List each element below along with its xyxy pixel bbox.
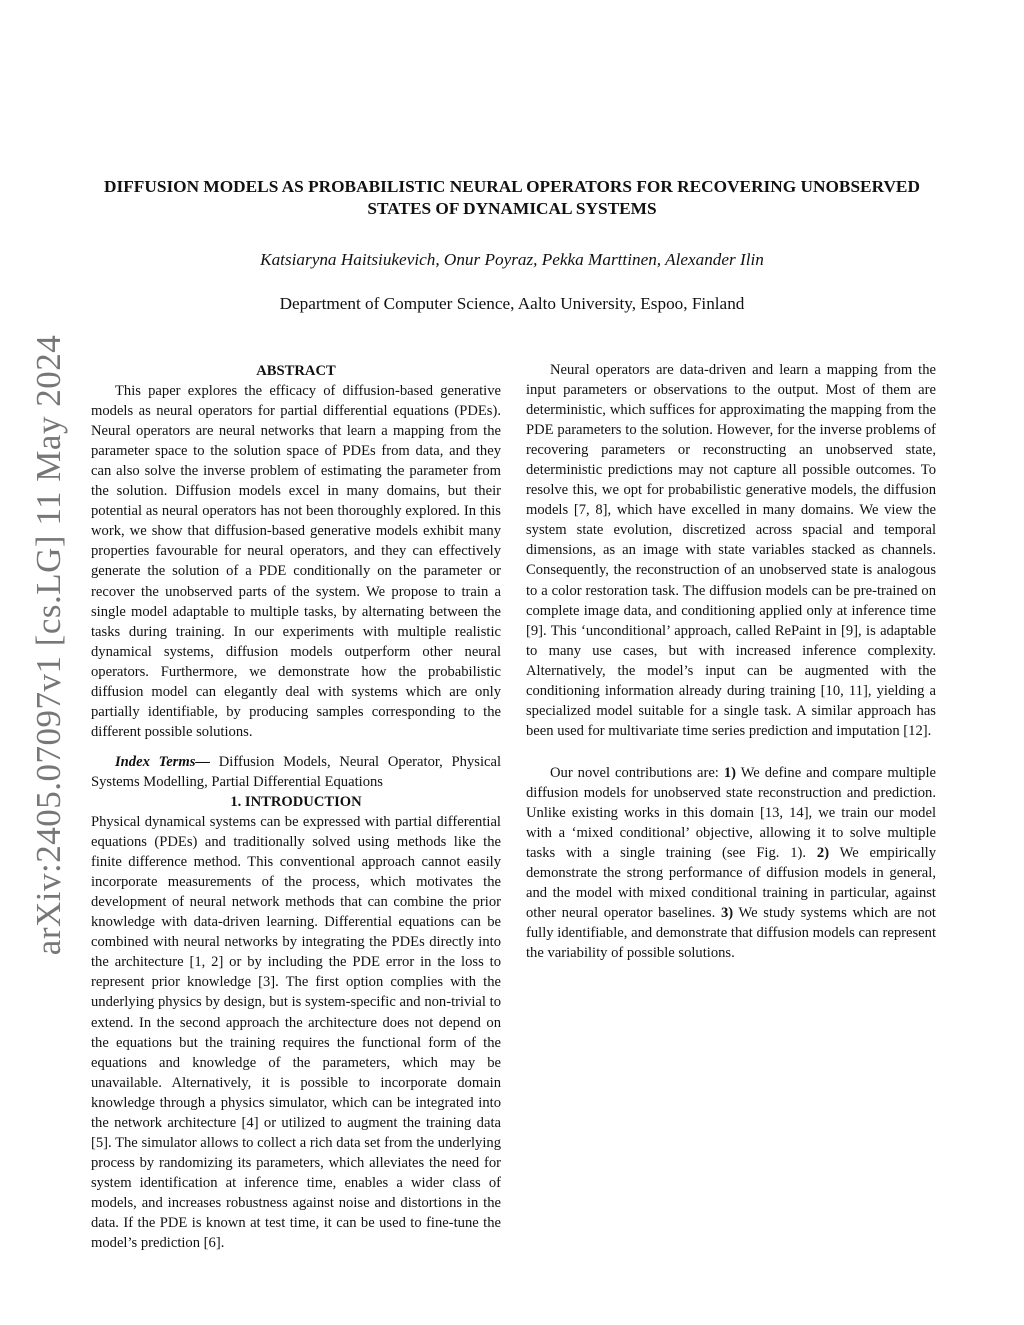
arxiv-identifier: arXiv:2405.07097v1 [cs.LG] 11 May 2024: [29, 334, 68, 956]
left-column: [91, 361, 501, 1253]
contrib-2-number: 2): [816, 845, 830, 862]
contrib-1-number: 1): [723, 764, 736, 781]
contributions-paragraph: [526, 763, 936, 963]
index-terms-text: Diffusion Models, Neural Operator, Physical Systems Modelling, Partial Differential Equations: [91, 753, 502, 790]
paper-title: DIFFUSION MODELS AS PROBABILISTIC NEURAL OPERATORS FOR RECOVERING UNOBSERVED STATES OF DYNAMICAL SYSTEMS: [104, 177, 920, 218]
abstract-heading: ABSTRACT: [256, 363, 336, 379]
contrib-2-text: We empirically demonstrate the strong performance of diffusion models in general, and the model with mixed conditional training in particular, against other neural operator baselines.: [526, 845, 936, 922]
index-terms: [91, 752, 501, 792]
right-column: [526, 360, 936, 963]
contrib-3-text: We study systems which are not fully identifiable, and demonstrate that diffusion models can represent the variability of possible solutions.: [526, 905, 936, 962]
contrib-intro: Our novel contributions are:: [550, 764, 724, 781]
index-terms-label: Index Terms—: [115, 753, 210, 770]
contrib-3-number: 3): [720, 905, 734, 922]
intro-paragraph-1: Physical dynamical systems can be expressed with partial differential equations (PDEs) and traditionally solved using methods like the finite difference method. This conventional approach cannot easily incorporate measurements of the process, which motivates the development of neural network methods that can combine the prior knowledge with data-driven learning. Differential equations can be combined with neural networks by integrating the PDEs directly into the architecture [1, 2] or by including the PDE error in the loss to represent prior knowledge [3]. The first option complies with the underlying physics by design, but is system-specific and non-trivial to extend. In the second approach the architecture does not depend on the equations but the training requires the functional form of the equations and knowledge of the parameters, which may be unavailable. Alternatively, it is possible to incorporate domain knowledge through a physics simulator, which can be integrated into the network architecture [4] or utilized to augment the training data [5]. The simulator allows to collect a rich data set from the underlying process by randomizing its parameters, which alleviates the need for system identification at inference time, enables a wider class of models, and increases robustness against noise and distortions in the data. If the PDE is known at test time, it can be used to fine-tune the model’s prediction [6].: [91, 814, 501, 1252]
abstract-text: This paper explores the efficacy of diffusion-based generative models as neural operators for partial differential equations (PDEs). Neural operators are neural networks that learn a mapping from the parameter space to the solution space of PDEs from data, and they can also solve the inverse problem of estimating the parameter from the solution. Diffusion models excel in many domains, but their potential as neural operators has not been thoroughly explored. In this work, we show that diffusion-based generative models exhibit many properties favourable for neural operators, and they can effectively generate the solution of a PDE conditionally on the parameter or recover the unobserved parts of the system. We propose to train a single model adaptable to multiple tasks, by alternating between the tasks during training. In our experiments with multiple realistic dynamical systems, diffusion models outperform other neural operators. Furthermore, we demonstrate how the probabilistic diffusion model can elegantly deal with systems which are only partially identifiable, by producing samples corresponding to the different possible solutions.: [91, 383, 501, 740]
introduction-heading: 1. INTRODUCTION: [230, 793, 362, 810]
intro-paragraph-2: Neural operators are data-driven and learn a mapping from the input parameters or observations to the output. Most of them are deterministic, which suffices for approximating the mapping from the PDE parameters to the solution. However, for the inverse problems of recovering parameters or reconstructing an unobserved state, deterministic predictions may not capture all possible outcomes. To resolve this, we opt for probabilistic generative models, the diffusion models [7, 8], which have excelled in many domains. We view the system state evolution, discretized across spacial and temporal dimensions, as an image with state variables stacked as channels. Consequently, the reconstruction of an unobserved state is analogous to a color restoration task. The diffusion models can be pre-trained on complete image data, and conditioning applied only at inference time [9]. This ‘unconditional’ approach, called RePaint in [9], is adaptable to many use cases, but with increased inference complexity. Alternatively, the model’s input can be augmented with the conditioning information already during training [10, 11], yielding a specialized model suitable for a single task. A similar approach has been used for multivariate time series prediction and imputation [12].: [526, 362, 936, 739]
paper-affiliation: Department of Computer Science, Aalto University, Espoo, Finland: [279, 294, 745, 313]
contrib-1-text: We define and compare multiple diffusion models for unobserved state reconstruction and prediction. Unlike existing works in this domain [13, 14], we train our model with a ‘mixed conditional’ objective, allowing it to solve multiple tasks with a single training (see Fig. 1).: [526, 764, 936, 862]
paper-authors: Katsiaryna Haitsiukevich, Onur Poyraz, Pekka Marttinen, Alexander Ilin: [260, 250, 764, 269]
